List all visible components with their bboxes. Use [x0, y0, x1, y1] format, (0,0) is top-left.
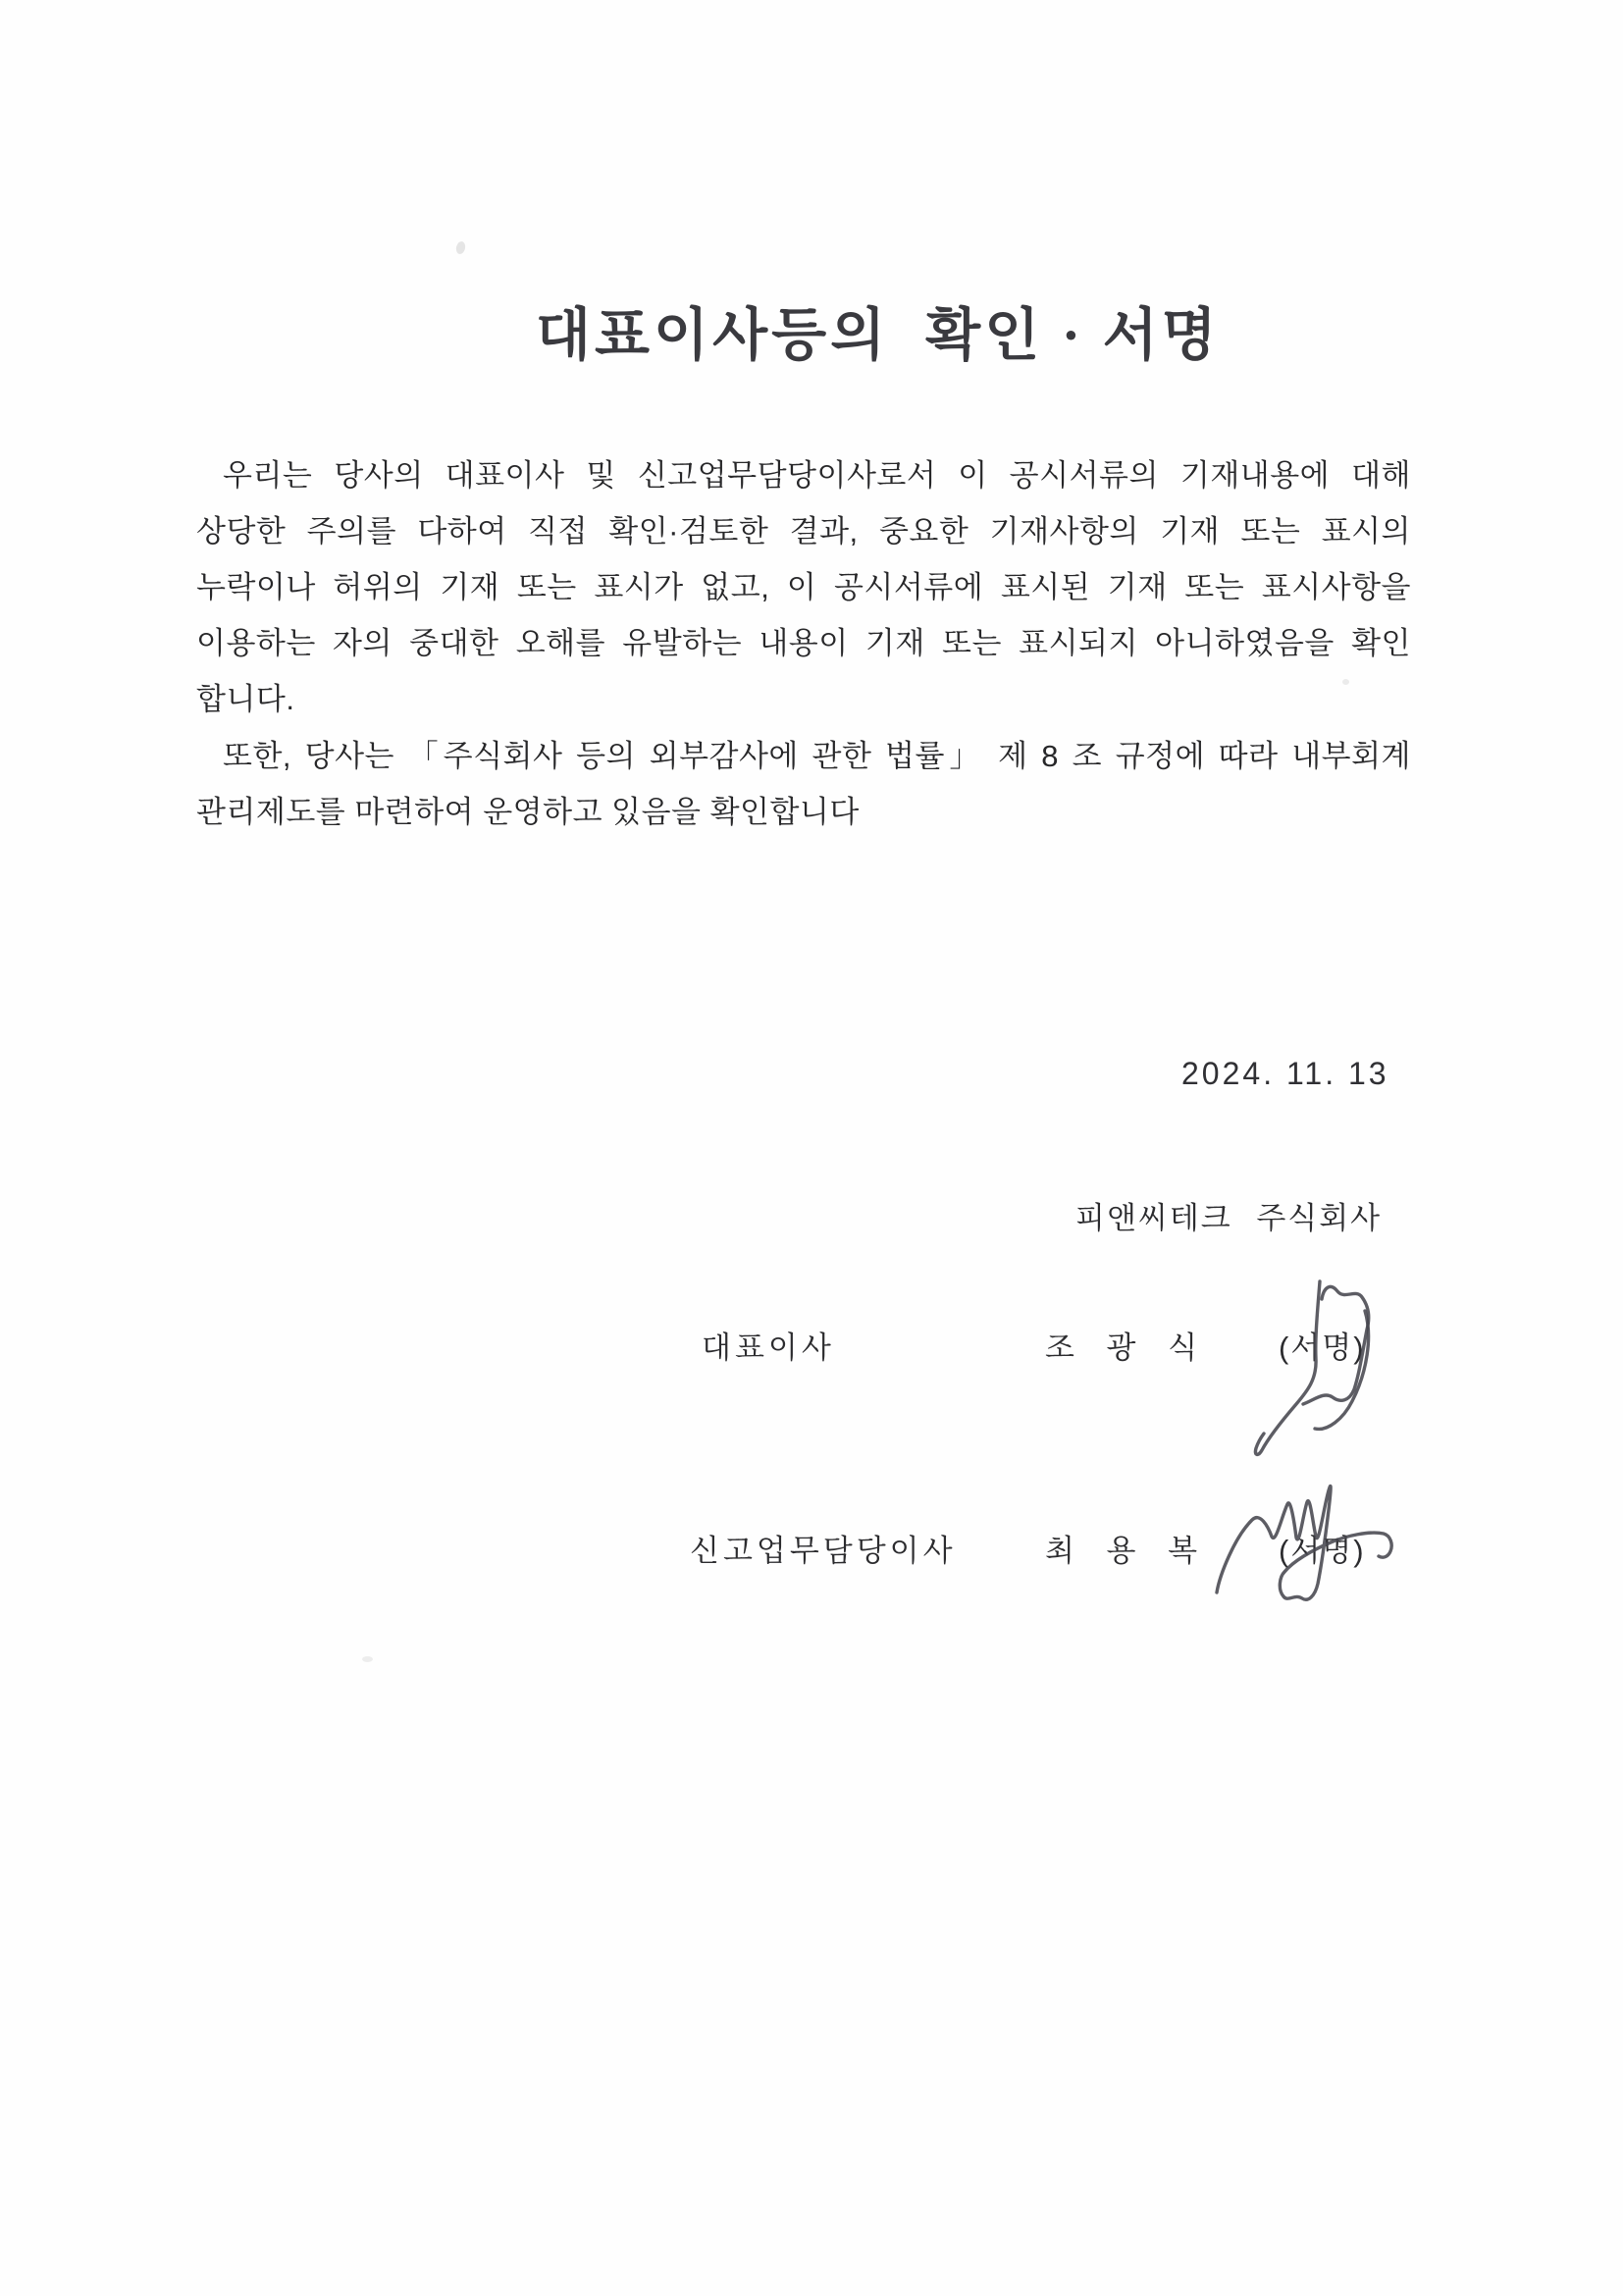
signature-placeholder-label: (서명)	[1279, 1331, 1366, 1365]
paragraph-internal-control	[196, 728, 1411, 840]
company-name: 피앤씨테크 주식회사	[1075, 1201, 1383, 1235]
paragraph-line: 합니다.	[196, 682, 295, 716]
paragraph-certification	[196, 447, 1411, 727]
paragraph-line: 이용하는 자의 중대한 오해를 유발하는 내용이 기재 또는 표시되지 아니하였음을 확인	[196, 626, 1411, 660]
paragraph-line: 관리제도를 마련하여 운영하고 있음을 확인합니다	[196, 795, 860, 829]
paragraph-line: 또한, 당사는 「주식회사 등의 외부감사에 관한 법률」 제 8 조 규정에 따라 내부회계	[223, 739, 1411, 773]
signer-role-label: 신고업무담당이사	[690, 1534, 957, 1568]
page-title: 대표이사등의 확인 · 서명	[536, 303, 1221, 367]
signer-role-label: 대표이사	[702, 1331, 835, 1365]
paragraph-line: 상당한 주의를 다하여 직접 확인·검토한 결과, 중요한 기재사항의 기재 또는 표시의	[196, 514, 1411, 548]
paragraph-line: 누락이나 허위의 기재 또는 표시가 없고, 이 공시서류에 표시된 기재 또는 표시사항을	[196, 570, 1411, 604]
handwritten-signature-ceo	[1246, 1268, 1393, 1484]
document-date: 2024. 11. 13	[1181, 1056, 1389, 1091]
signature-placeholder-label: (서명)	[1279, 1534, 1366, 1568]
signer-name: 조 광 식	[1045, 1331, 1199, 1365]
signer-row-reporting-officer	[690, 1526, 1367, 1567]
signer-row-ceo	[690, 1323, 1367, 1364]
scan-speck	[362, 1656, 373, 1662]
scan-speck	[455, 240, 467, 255]
paragraph-line: 우리는 당사의 대표이사 및 신고업무담당이사로서 이 공시서류의 기재내용에 대해	[223, 458, 1411, 493]
signer-name: 최 용 복	[1045, 1534, 1199, 1568]
